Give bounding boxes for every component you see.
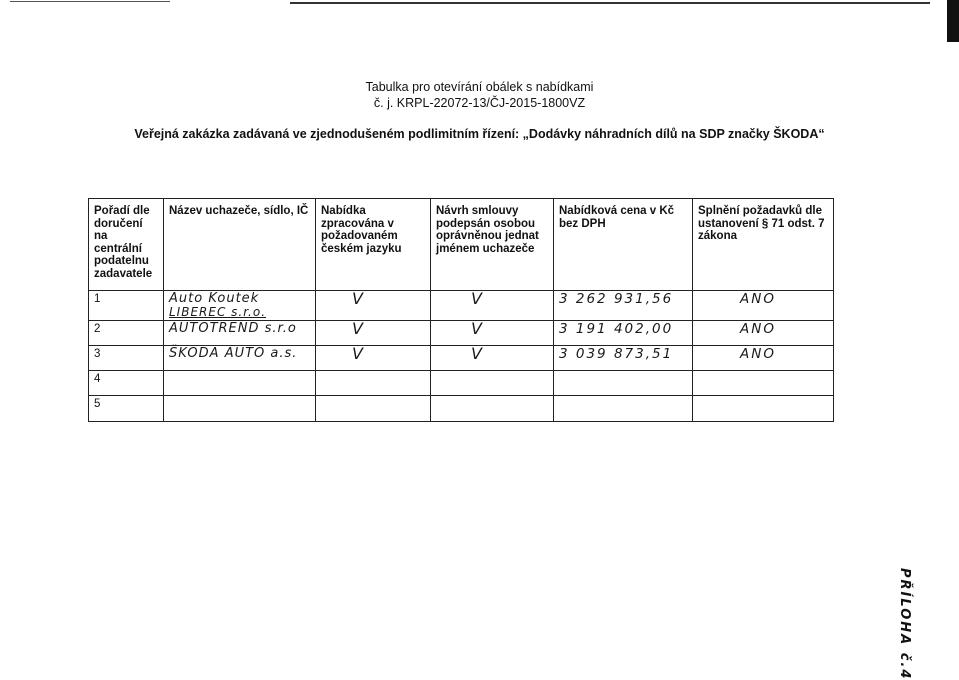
bidder-name: Auto Koutek xyxy=(169,291,260,306)
contract-cell xyxy=(431,371,554,396)
contract-check-mark: V xyxy=(471,344,483,363)
contract-cell xyxy=(431,396,554,422)
row-number: 3 xyxy=(89,346,164,371)
bidder-cell xyxy=(164,321,316,346)
requirements-met: ANO xyxy=(740,346,776,362)
bidder-name: AUTOTREND s.r.o xyxy=(169,321,297,336)
language-cell xyxy=(316,396,431,422)
language-cell xyxy=(316,291,431,321)
header-order: Pořadí dle doručení na centrální podatelnu zadavatele xyxy=(89,199,164,291)
price-cell xyxy=(554,346,693,371)
bidder-cell xyxy=(164,371,316,396)
table-row xyxy=(89,346,834,371)
scan-corner-artifact xyxy=(947,0,959,42)
table-row xyxy=(89,291,834,321)
contract-cell xyxy=(431,346,554,371)
price-cell xyxy=(554,291,693,321)
scan-edge-artifact xyxy=(0,0,959,6)
price-cell xyxy=(554,321,693,346)
language-cell xyxy=(316,371,431,396)
row-number: 1 xyxy=(89,291,164,321)
bidder-city: LIBEREC s.r.o. xyxy=(169,304,267,319)
language-cell xyxy=(316,346,431,371)
language-check-mark: V xyxy=(352,319,364,338)
scan-line xyxy=(10,1,170,2)
header-language: Nabídka zpracována v požadovaném českém jazyku xyxy=(316,199,431,291)
header-requirements: Splnění požadavků dle ustanovení § 71 odst. 7 zákona xyxy=(693,199,834,291)
requirements-cell xyxy=(693,346,834,371)
language-check-mark: V xyxy=(352,289,364,308)
scan-line xyxy=(290,2,930,4)
language-cell xyxy=(316,321,431,346)
header-bidder: Název uchazeče, sídlo, IČ xyxy=(164,199,316,291)
bid-price: 3 262 931,56 xyxy=(559,291,674,307)
tender-subject: Veřejná zakázka zadávaná ve zjednodušeném podlimitním řízení: „Dodávky náhradních dílů na SDP značky ŠKODA“ xyxy=(134,127,825,141)
bidder-cell xyxy=(164,396,316,422)
bid-price: 3 191 402,00 xyxy=(559,321,674,337)
contract-check-mark: V xyxy=(471,319,483,338)
language-check-mark: V xyxy=(352,344,364,363)
requirements-cell xyxy=(693,291,834,321)
table-row xyxy=(89,321,834,346)
table-row xyxy=(89,396,834,422)
requirements-cell xyxy=(693,321,834,346)
contract-cell xyxy=(431,321,554,346)
requirements-met: ANO xyxy=(740,291,776,307)
row-number: 2 xyxy=(89,321,164,346)
row-number: 4 xyxy=(89,371,164,396)
attachment-stamp: PŘÍLOHA č.4 xyxy=(897,568,912,680)
row-number: 5 xyxy=(89,396,164,422)
header-price: Nabídková cena v Kč bez DPH xyxy=(554,199,693,291)
requirements-cell xyxy=(693,396,834,422)
bidder-cell xyxy=(164,346,316,371)
bidder-cell xyxy=(164,291,316,321)
table-header-row xyxy=(89,199,834,291)
contract-check-mark: V xyxy=(471,289,483,308)
bid-price: 3 039 873,51 xyxy=(559,346,674,362)
contract-cell xyxy=(431,291,554,321)
price-cell xyxy=(554,396,693,422)
requirements-cell xyxy=(693,371,834,396)
header-contract: Návrh smlouvy podepsán osobou oprávněnou jednat jménem uchazeče xyxy=(431,199,554,291)
bids-table xyxy=(88,198,834,422)
table-row xyxy=(89,371,834,396)
price-cell xyxy=(554,371,693,396)
requirements-met: ANO xyxy=(740,321,776,337)
reference-number: č. j. KRPL-22072-13/ČJ-2015-1800VZ xyxy=(373,96,586,110)
bidder-name: ŠKODA AUTO a.s. xyxy=(169,346,298,361)
document-title: Tabulka pro otevírání obálek s nabídkami xyxy=(365,80,594,94)
